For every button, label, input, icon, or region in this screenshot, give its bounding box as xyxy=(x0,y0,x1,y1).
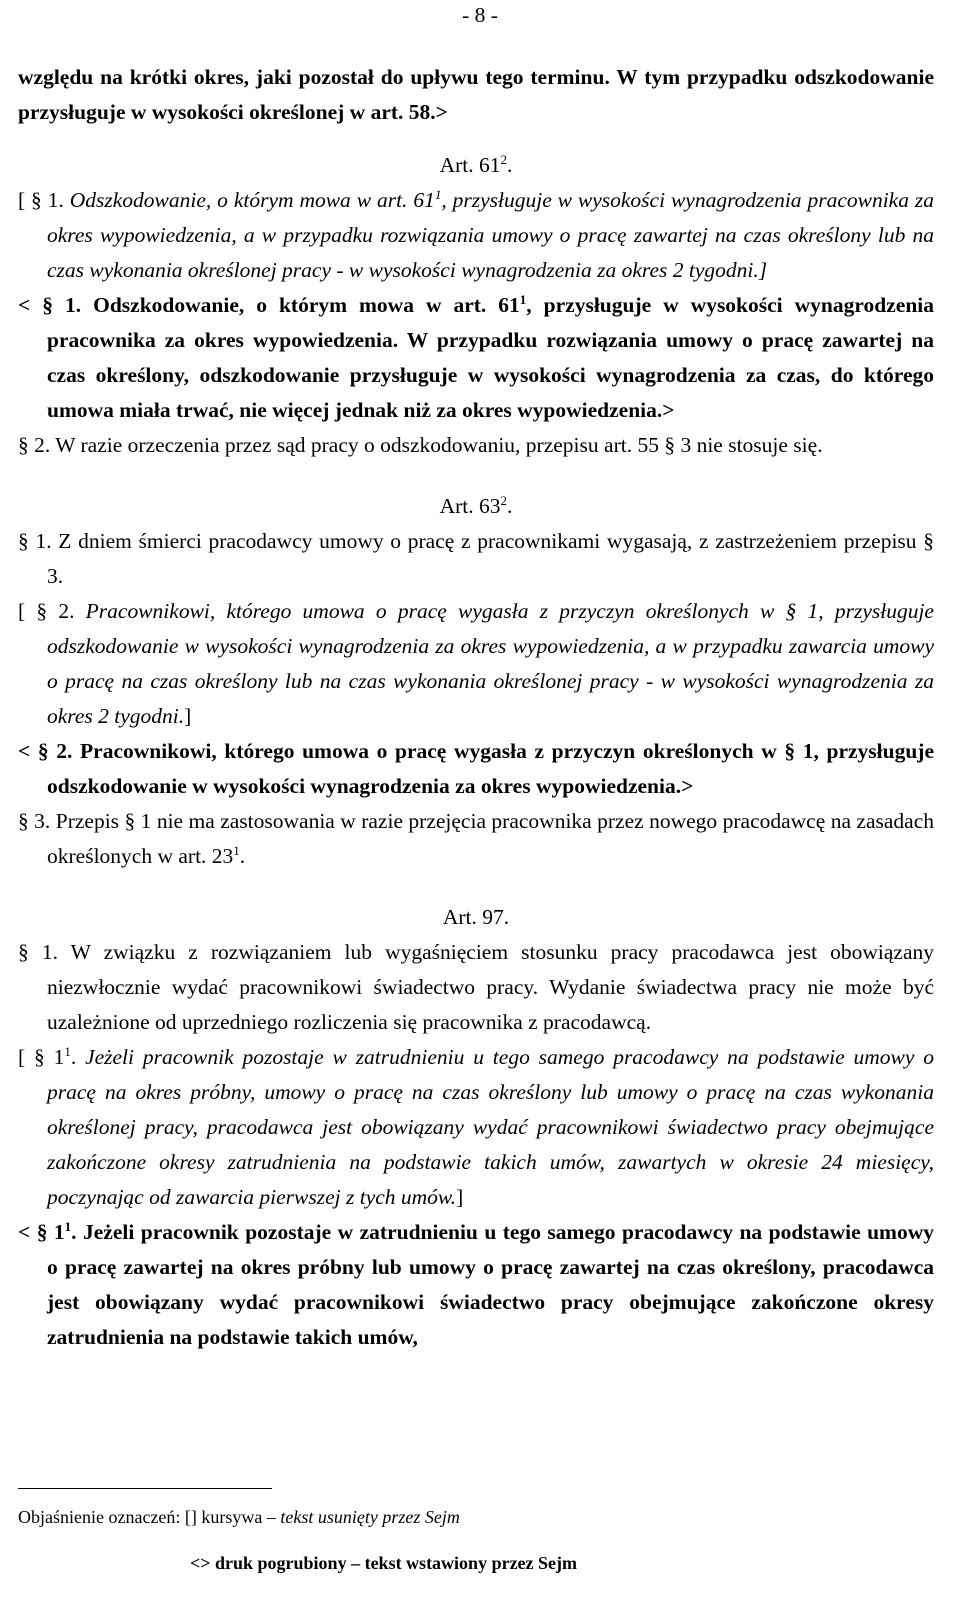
footer-legend: Objaśnienie oznaczeń: [] kursywa – tekst usunięty przez Sejm <> druk pogrubiony – tekst wstawiony przez Sejm xyxy=(18,1504,934,1576)
paragraph-deleted-63-2-s2: [ § 2. Pracownikowi, którego umowa o pracę wygasła z przyczyn określonych w § 1, przysługuje odszkodowanie w wysokości wynagrodzenia za okres wypowiedzenia, a w przypadku zawarcia umowy o pracę na czas określony lub na czas wykonania określonej pracy - w wysokości wynagrodzenia za okres 2 tygodni.] xyxy=(18,599,934,728)
paragraph-deleted-61-2-s1: [ § 1. Odszkodowanie, o którym mowa w art. $61^1$, przysługuje w wysokości wynagrodzenia pracownika za okres wypowiedzenia, a w przypadku rozwiązania umowy o pracę zawartej na czas określony lub na czas wykonania określonej pracy - w wysokości wynagrodzenia za okres 2 tygodni.] xyxy=(18,186,934,282)
footer-legend-bold: <> druk pogrubiony – tekst wstawiony przez Sejm xyxy=(190,1553,578,1573)
paragraph-deleted-97-s1-1: [ § $1^1$. Jeżeli pracownik pozostaje w zatrudnieniu u tego samego pracodawcy na podstawie umowy o pracę na okres próbny, umowy o pracę na czas określony lub umowy o pracę na czas wykonania określonej pracy, pracodawca jest obowiązany wydać pracownikowi świadectwo pracy obejmujące zakończone okresy zatrudnienia na podstawie takich umów, zawartych w okresie 24 miesięcy, poczynając od zawarcia pierwszej z tych umów.] xyxy=(18,1043,934,1209)
paragraph-inserted-63-2-s2: < § 2. Pracownikowi, którego umowa o pracę wygasła z przyczyn określonych w § 1, przysługuje odszkodowanie w wysokości wynagrodzenia za okres wypowiedzenia.> xyxy=(18,739,934,798)
paragraph-61-2-s2: § 2. W razie orzeczenia przez sąd pracy o odszkodowaniu, przepisu art. 55 § 3 nie stosuje się. xyxy=(18,433,823,457)
paragraph-63-2-s3: § 3. Przepis § 1 nie ma zastosowania w razie przejęcia pracownika przez nowego pracodawcę na zasadach określonych w art. $23^1$. xyxy=(18,809,934,868)
paragraph-inserted-end: względu na krótki okres, jaki pozostał do upływu tego terminu. W tym przypadku odszkodowanie przysługuje w wysokości określonej w art. 58.> xyxy=(18,65,934,124)
article-heading-97: Art. 97. xyxy=(442,905,510,929)
document-body xyxy=(18,60,934,1355)
page-number: - 8 - xyxy=(462,3,498,27)
article-heading-61-2: Art. $61^2$. xyxy=(439,151,513,177)
paragraph-inserted-61-2-s1: < § 1. Odszkodowanie, o którym mowa w art. $61^1$, przysługuje w wysokości wynagrodzenia pracownika za okres wypowiedzenia. W przypadku rozwiązania umowy o pracę zawartej na czas określony, odszkodowanie przysługuje w wysokości wynagrodzenia za czas, do którego umowa miała trwać, nie więcej jednak niż za okres wypowiedzenia.> xyxy=(18,291,935,422)
article-heading-63-2: Art. $63^2$. xyxy=(439,492,513,518)
paragraph-inserted-97-s1-1: < § $1^1$. Jeżeli pracownik pozostaje w zatrudnieniu u tego samego pracodawcy na podstawie umowy o pracę zawartej na okres próbny lub umowy o pracę zawartej na czas określony, pracodawca jest obowiązany wydać pracownikowi świadectwo pracy obejmujące zakończone okresy zatrudnienia na podstawie takich umów, xyxy=(18,1218,934,1349)
footer-divider xyxy=(18,1488,272,1489)
paragraph-63-2-s1: § 1. Z dniem śmierci pracodawcy umowy o pracę z pracownikami wygasają, z zastrzeżeniem przepisu § 3. xyxy=(18,529,934,588)
paragraph-97-s1: § 1. W związku z rozwiązaniem lub wygaśnięciem stosunku pracy pracodawca jest obowiązany niezwłocznie wydać pracownikowi świadectwo pracy. Wydanie świadectwa pracy nie może być uzależnione od uprzedniego rozliczenia się pracownika z pracodawcą. xyxy=(18,940,934,1034)
